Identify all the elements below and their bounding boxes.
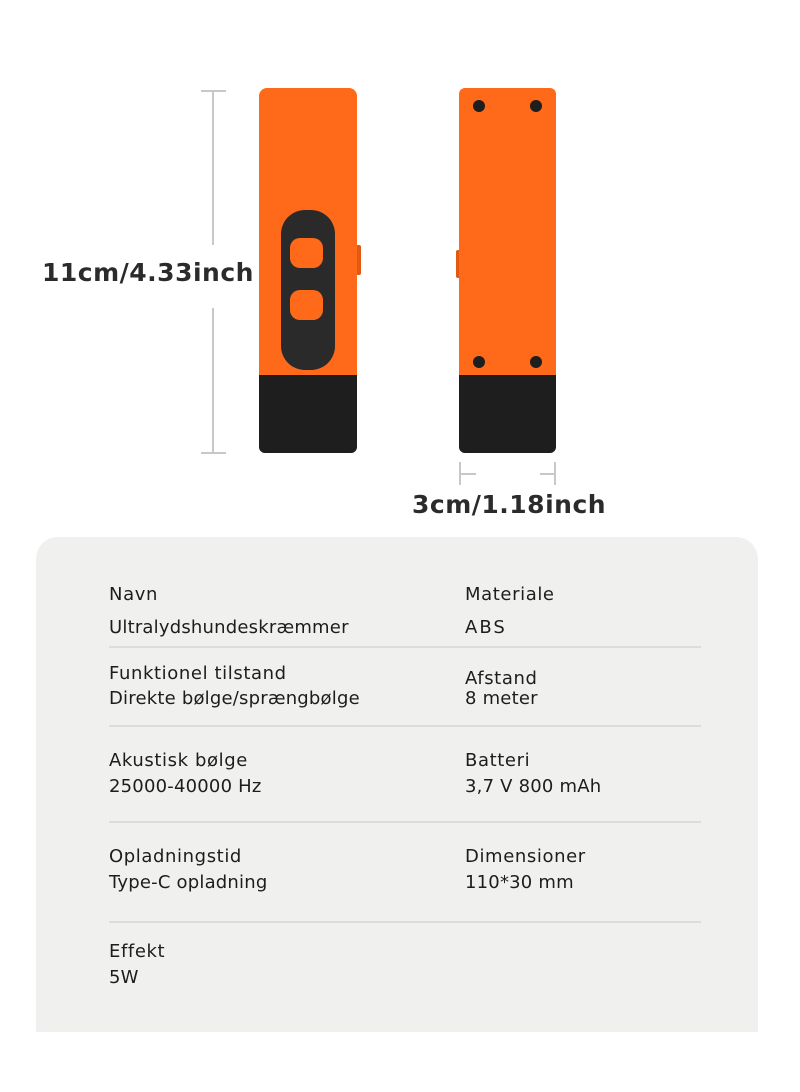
device-front-view xyxy=(259,88,361,453)
spec-value: 110*30 mm xyxy=(465,872,574,893)
spec-value: Ultralydshundeskræmmer xyxy=(109,617,349,638)
screw-icon xyxy=(473,356,485,368)
spec-label: Funktionel tilstand xyxy=(109,663,287,684)
spec-label: Dimensioner xyxy=(465,846,586,867)
spec-value: Direkte bølge/sprængbølge xyxy=(109,688,360,709)
row-divider xyxy=(109,725,701,727)
spec-value: 5W xyxy=(109,967,139,988)
width-dimension-line xyxy=(460,462,555,485)
spec-value: ABS xyxy=(465,617,507,638)
row-divider xyxy=(109,821,701,823)
spec-label: Opladningstid xyxy=(109,846,242,867)
height-dimension-label: 11cm/4.33inch xyxy=(42,258,254,287)
spec-label: Batteri xyxy=(465,750,531,771)
spec-power xyxy=(109,941,165,989)
spec-value: 3,7 V 800 mAh xyxy=(465,776,602,797)
screw-icon xyxy=(530,100,542,112)
specifications-card xyxy=(36,537,758,1032)
spec-distance xyxy=(465,668,538,710)
device-back-view xyxy=(456,88,556,453)
spec-battery xyxy=(465,750,601,798)
spec-label: Navn xyxy=(109,584,158,605)
spec-label: Materiale xyxy=(465,584,555,605)
width-dimension-label: 3cm/1.18inch xyxy=(412,490,607,519)
spec-name xyxy=(109,584,349,639)
screw-icon xyxy=(473,100,485,112)
row-divider xyxy=(109,921,701,923)
spec-label: Afstand xyxy=(465,668,538,689)
spec-charging-time xyxy=(109,846,267,894)
spec-label: Effekt xyxy=(109,941,166,962)
power-button-icon xyxy=(290,290,323,320)
row-divider xyxy=(109,646,701,648)
spec-value: Type-C opladning xyxy=(109,872,268,893)
spec-material xyxy=(465,584,555,639)
mode-button-icon xyxy=(290,238,323,268)
spec-label: Akustisk bølge xyxy=(109,750,248,771)
product-illustration xyxy=(0,0,800,540)
spec-dimensions xyxy=(465,846,586,894)
spec-functional-mode xyxy=(109,663,360,710)
screw-icon xyxy=(530,356,542,368)
spec-value: 25000-40000 Hz xyxy=(109,776,262,797)
spec-acoustic-wave xyxy=(109,750,262,798)
spec-value: 8 meter xyxy=(465,688,538,709)
